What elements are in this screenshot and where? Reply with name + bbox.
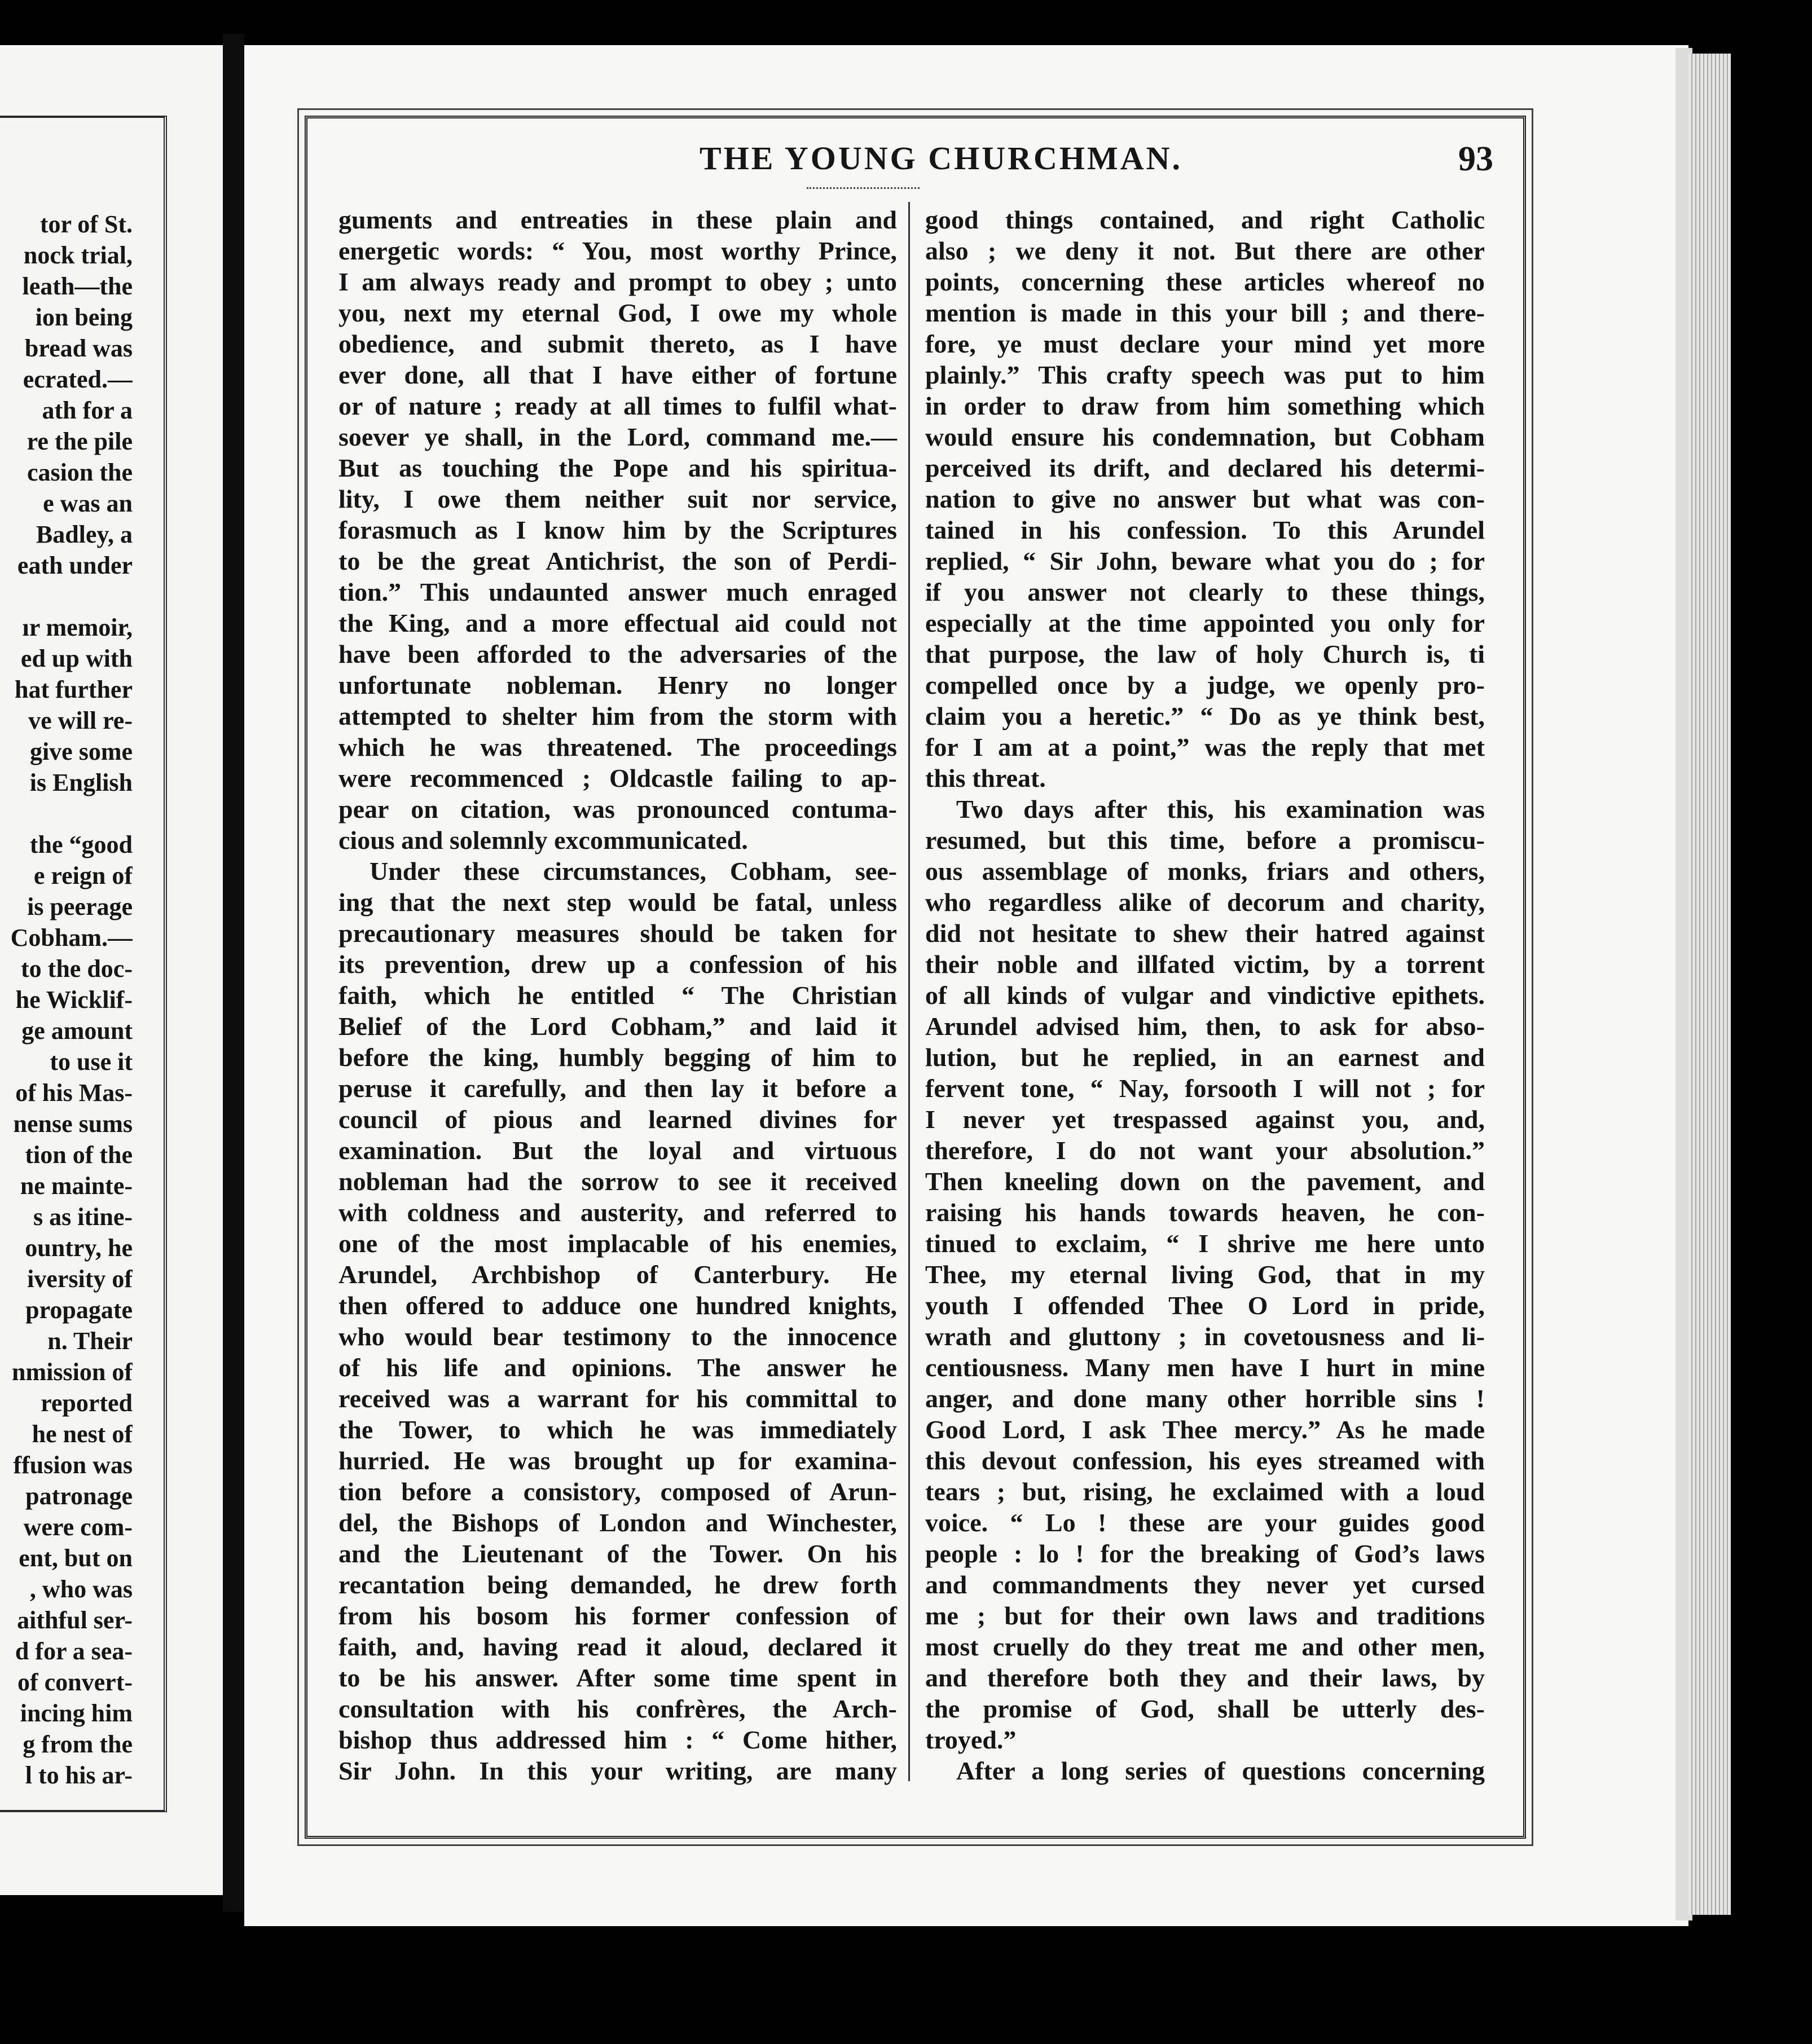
text-line: council of pious and learned divines for xyxy=(338,1105,897,1134)
text-line: with coldness and austerity, and referred to xyxy=(338,1198,897,1227)
left-fragment-line: ed up with xyxy=(20,645,133,672)
book-gutter xyxy=(223,34,244,1912)
left-fragment-line: ve will re- xyxy=(28,707,133,734)
left-fragment-line: ountry, he xyxy=(25,1234,133,1262)
text-line: especially at the time appointed you only for xyxy=(925,609,1485,637)
left-fragment-line: to the doc- xyxy=(21,955,133,983)
left-fragment-line: incing him xyxy=(20,1699,133,1727)
text-line: its prevention, drew up a confession of his xyxy=(338,950,897,979)
text-line: ing that the next step would be fatal, unless xyxy=(338,888,897,917)
left-fragment-line: is English xyxy=(29,769,133,796)
left-fragment-line: bread was xyxy=(24,334,133,362)
text-line: guments and entreaties in these plain and xyxy=(338,205,897,234)
text-line: raising his hands towards heaven, he con- xyxy=(925,1198,1485,1227)
text-line: Arundel, Archbishop of Canterbury. He xyxy=(338,1260,897,1289)
left-fragment-line: eath under xyxy=(17,552,133,579)
column-divider xyxy=(908,202,910,1781)
text-line: claim you a heretic.” “ Do as ye think best, xyxy=(925,702,1485,730)
text-line: ever done, all that I have either of fortune xyxy=(338,360,897,389)
left-fragment-line: were com- xyxy=(23,1513,133,1541)
text-line: then offered to adduce one hundred knights, xyxy=(338,1291,897,1320)
left-fragment-line: reported xyxy=(41,1389,133,1417)
left-fragment-line: e reign of xyxy=(33,862,133,889)
left-fragment-line: s as itine- xyxy=(33,1203,133,1231)
text-column-left xyxy=(338,204,897,1786)
text-line: you, next my eternal God, I owe my whole xyxy=(338,298,897,327)
text-line: fore, ye must declare your mind yet more xyxy=(925,329,1485,358)
text-line: peruse it carefully, and then lay it before a xyxy=(338,1074,897,1103)
left-fragment-line: d for a sea- xyxy=(15,1637,133,1665)
text-line: and therefore both they and their laws, by xyxy=(925,1663,1485,1692)
text-line: perceived its drift, and declared his determi- xyxy=(925,453,1485,482)
text-line: cious and solemnly excommunicated. xyxy=(338,826,748,854)
text-line: lution, but he replied, in an earnest and xyxy=(925,1043,1485,1072)
left-fragment-line: he Wicklif- xyxy=(15,986,133,1014)
text-line: faith, and, having read it aloud, declared it xyxy=(338,1632,897,1661)
text-line: nobleman had the sorrow to see it received xyxy=(338,1167,897,1196)
text-line: before the king, humbly begging of him to xyxy=(338,1043,897,1072)
text-line: were recommenced ; Oldcastle failing to ap- xyxy=(338,764,897,792)
text-line: replied, “ Sir John, beware what you do ; for xyxy=(925,547,1485,575)
left-fragment-line: propagate xyxy=(25,1296,133,1324)
text-line: Under these circumstances, Cobham, see- xyxy=(370,857,897,886)
text-line: who regardless alike of decorum and charity, xyxy=(925,888,1485,917)
text-line: plainly.” This crafty speech was put to him xyxy=(925,360,1485,389)
text-line: recantation being demanded, he drew forth xyxy=(338,1570,897,1599)
left-fragment-line: ır memoir, xyxy=(22,614,133,641)
header-rule xyxy=(807,187,920,189)
text-line: Two days after this, his examination was xyxy=(956,795,1485,823)
text-line: centiousness. Many men have I hurt in mine xyxy=(925,1353,1485,1382)
left-fragment-line: e was an xyxy=(43,490,133,517)
left-fragment-line: he nest of xyxy=(32,1420,133,1448)
text-line: and the Lieutenant of the Tower. On his xyxy=(338,1539,897,1568)
text-line: energetic words: “ You, most worthy Prince, xyxy=(338,236,897,265)
page-edges-stack xyxy=(1688,54,1731,1915)
text-line: of his life and opinions. The answer he xyxy=(338,1353,897,1382)
text-line: After a long series of questions concerning xyxy=(956,1756,1485,1785)
text-line: obedience, and submit thereto, as I have xyxy=(338,329,897,358)
text-line: the King, and a more effectual aid could not xyxy=(338,609,897,637)
text-line: nation to give no answer but what was con- xyxy=(925,484,1485,513)
text-line: also ; we deny it not. But there are other xyxy=(925,236,1485,265)
text-line: attempted to shelter him from the storm with xyxy=(338,702,897,730)
text-line: of all kinds of vulgar and vindictive epithets. xyxy=(925,981,1485,1010)
text-line: mention is made in this your bill ; and there- xyxy=(925,298,1485,327)
left-fragment-line: is peerage xyxy=(27,893,133,920)
text-line: unfortunate nobleman. Henry no longer xyxy=(338,671,897,699)
left-fragment-line: ion being xyxy=(35,303,133,331)
left-fragment-line: g from the xyxy=(23,1730,133,1758)
left-fragment-line: of convert- xyxy=(17,1668,133,1696)
text-line: points, concerning these articles whereof no xyxy=(925,267,1485,296)
left-fragment-line: ge amount xyxy=(21,1017,133,1045)
text-line: tinued to exclaim, “ I shrive me here unto xyxy=(925,1229,1485,1258)
text-line: from his bosom his former confession of xyxy=(338,1601,897,1630)
left-fragment-line: nock trial, xyxy=(23,241,133,269)
left-fragment-line: the “good xyxy=(29,831,133,858)
page-number: 93 xyxy=(1458,140,1493,178)
text-line: have been afforded to the adversaries of the xyxy=(338,640,897,668)
running-head: THE YOUNG CHURCHMAN. xyxy=(700,140,1183,177)
left-fragment-line xyxy=(0,798,133,829)
left-fragment-line: of his Mas- xyxy=(15,1079,133,1107)
text-line: I never yet trespassed against you, and, xyxy=(925,1105,1485,1134)
left-fragment-line: hat further xyxy=(15,676,133,703)
text-line: their noble and illfated victim, by a torrent xyxy=(925,950,1485,979)
text-line: that purpose, the law of holy Church is, ti xyxy=(925,640,1485,668)
text-line: compelled once by a judge, we openly pro- xyxy=(925,671,1485,699)
text-line: precautionary measures should be taken for xyxy=(338,919,897,948)
text-line: bishop thus addressed him : “ Come hither, xyxy=(338,1725,897,1754)
text-line: to be the great Antichrist, the son of Perdi- xyxy=(338,547,897,575)
left-page-text-fragments xyxy=(0,209,133,1791)
text-line: anger, and done many other horrible sins ! xyxy=(925,1384,1485,1413)
text-line: the Tower, to which he was immediately xyxy=(338,1415,897,1444)
text-line: and commandments they never yet cursed xyxy=(925,1570,1485,1599)
text-line: Good Lord, I ask Thee mercy.” As he made xyxy=(925,1415,1485,1444)
text-line: me ; but for their own laws and traditions xyxy=(925,1601,1485,1630)
left-fragment-line: ent, but on xyxy=(19,1544,133,1572)
left-fragment-line: nmission of xyxy=(12,1358,133,1386)
text-line: forasmuch as I know him by the Scriptures xyxy=(338,516,897,544)
left-fragment-line: leath—the xyxy=(22,272,133,300)
text-line: Arundel advised him, then, to ask for abso- xyxy=(925,1012,1485,1041)
text-line: tion.” This undaunted answer much enraged xyxy=(338,578,897,606)
text-line: if you answer not clearly to these things, xyxy=(925,578,1485,606)
left-fragment-line: ecrated.— xyxy=(23,365,133,393)
text-line: this threat. xyxy=(925,764,1046,792)
left-fragment-line: n. Their xyxy=(47,1327,133,1355)
left-fragment-line: Cobham.— xyxy=(10,924,133,951)
left-fragment-line: , who was xyxy=(29,1575,133,1603)
text-line: I am always ready and prompt to obey ; unto xyxy=(338,267,897,296)
left-fragment-line xyxy=(0,581,133,612)
text-line: del, the Bishops of London and Winchester, xyxy=(338,1508,897,1537)
left-fragment-line: re the pile xyxy=(27,428,133,455)
text-line: consultation with his confrères, the Arch- xyxy=(338,1694,897,1723)
text-line: good things contained, and right Catholic xyxy=(925,205,1485,234)
text-line: tained in his confession. To this Arundel xyxy=(925,516,1485,544)
text-line: received was a warrant for his committal to xyxy=(338,1384,897,1413)
text-line: pear on citation, was pronounced contuma- xyxy=(338,795,897,823)
text-line: lity, I owe them neither suit nor service, xyxy=(338,484,897,513)
text-line: soever ye shall, in the Lord, command me.— xyxy=(338,422,897,451)
text-line: which he was threatened. The proceedings xyxy=(338,733,897,761)
text-line: voice. “ Lo ! these are your guides good xyxy=(925,1508,1485,1537)
left-fragment-line: aithful ser- xyxy=(17,1606,133,1634)
text-line: fervent tone, “ Nay, forsooth I will not ; for xyxy=(925,1074,1485,1103)
text-line: ous assemblage of monks, friars and others, xyxy=(925,857,1485,886)
text-line: tears ; but, rising, he exclaimed with a loud xyxy=(925,1477,1485,1506)
text-line: Thee, my eternal living God, that in my xyxy=(925,1260,1485,1289)
left-fragment-line: ath for a xyxy=(42,397,133,424)
text-line: to be his answer. After some time spent in xyxy=(338,1663,897,1692)
text-line: the promise of God, shall be utterly des- xyxy=(925,1694,1485,1723)
text-line: Belief of the Lord Cobham,” and laid it xyxy=(338,1012,897,1041)
left-fragment-line: patronage xyxy=(25,1482,133,1510)
left-fragment-line: tion of the xyxy=(25,1141,133,1169)
text-line: Then kneeling down on the pavement, and xyxy=(925,1167,1485,1196)
text-line: faith, which he entitled “ The Christian xyxy=(338,981,897,1010)
text-line: did not hesitate to shew their hatred against xyxy=(925,919,1485,948)
text-line: wrath and gluttony ; in covetousness and li- xyxy=(925,1322,1485,1351)
text-line: examination. But the loyal and virtuous xyxy=(338,1136,897,1165)
text-line: or of nature ; ready at all times to fulfil what- xyxy=(338,391,897,420)
left-fragment-line: casion the xyxy=(27,459,133,486)
text-line: But as touching the Pope and his spiritua- xyxy=(338,453,897,482)
text-line: who would bear testimony to the innocence xyxy=(338,1322,897,1351)
left-fragment-line: give some xyxy=(29,738,133,765)
left-fragment-line: ne mainte- xyxy=(20,1172,133,1200)
left-fragment-line: ffusion was xyxy=(13,1451,133,1479)
left-fragment-line: l to his ar- xyxy=(25,1761,133,1789)
text-line: for I am at a point,” was the reply that met xyxy=(925,733,1485,761)
text-line: resumed, but this time, before a promiscu- xyxy=(925,826,1485,854)
text-line: Sir John. In this your writing, are many xyxy=(338,1756,897,1785)
text-line: most cruelly do they treat me and other men, xyxy=(925,1632,1485,1661)
text-line: therefore, I do not want your absolution.” xyxy=(925,1136,1485,1165)
text-line: troyed.” xyxy=(925,1725,1017,1754)
text-line: one of the most implacable of his enemies, xyxy=(338,1229,897,1258)
text-line: hurried. He was brought up for examina- xyxy=(338,1446,897,1475)
text-line: in order to draw from him something which xyxy=(925,391,1485,420)
left-fragment-line: to use it xyxy=(50,1048,133,1076)
left-fragment-line: Badley, a xyxy=(36,521,133,548)
left-fragment-line: tor of St. xyxy=(39,210,133,238)
left-fragment-line: iversity of xyxy=(27,1265,133,1293)
text-line: would ensure his condemnation, but Cobham xyxy=(925,422,1485,451)
text-column-right xyxy=(925,204,1485,1786)
text-line: tion before a consistory, composed of Arun- xyxy=(338,1477,897,1506)
text-line: youth I offended Thee O Lord in pride, xyxy=(925,1291,1485,1320)
text-line: people : lo ! for the breaking of God’s laws xyxy=(925,1539,1485,1568)
left-fragment-line: nense sums xyxy=(13,1110,133,1138)
text-line: this devout confession, his eyes streamed with xyxy=(925,1446,1485,1475)
